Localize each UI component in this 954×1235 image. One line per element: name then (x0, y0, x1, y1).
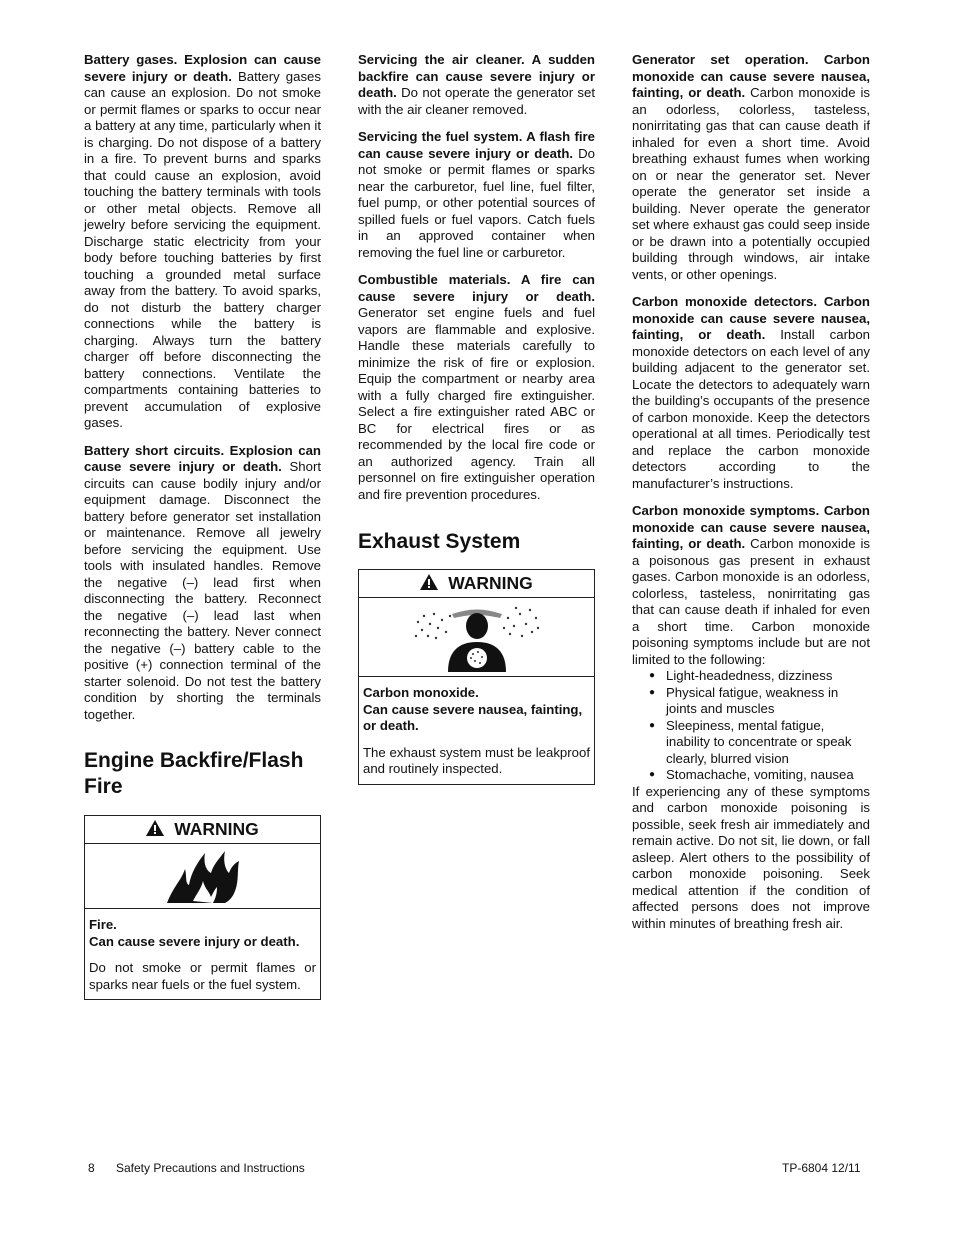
gen-operation-paragraph (632, 52, 870, 283)
co-symptoms-paragraph (632, 503, 870, 668)
gen-operation-lead: Generator set operation. Carbon monoxide can cause severe nausea, fainting, or death. (632, 52, 870, 100)
section-title-backfire: Engine Backfire/Flash Fire (84, 749, 304, 798)
list-item: ● Sleepiness, mental fatigue, inability to concentrate or speak clearly, blurred vision (632, 718, 870, 768)
column-3 (632, 52, 870, 943)
fire-icon (85, 844, 320, 909)
warning-body (359, 677, 594, 784)
column-2 (358, 52, 595, 785)
fuel-system-lead: Servicing the fuel system. A flash fire can cause severe injury or death. (358, 129, 595, 161)
combustible-text: Generator set engine fuels and fuel vapors are flammable and explosive. Handle these materials carefully to minimize the risk of fire or explosion. Equip the compartment or nearby area with a fully charged fire extinguisher. Select a fire extinguisher rated ABC or BC for electrical fires or as recommended by the local fire code or an authorized agency. Train all personnel on fire extinguisher operation and fire prevention procedures. (358, 305, 595, 502)
air-cleaner-paragraph (358, 52, 595, 118)
co-symptoms-text: Carbon monoxide is a poisonous gas present in exhaust gases. Carbon monoxide is an odorless, colorless, tasteless, nonirritating gas that can cause death if inhaled for even a short time. Carbon monoxide poisoning symptoms include but are not limited to the following: (632, 536, 870, 667)
symptom-list (632, 668, 870, 784)
toxic-gas-icon (359, 598, 594, 677)
list-item: ● Physical fatigue, weakness in joints and muscles (632, 685, 870, 718)
combustible-paragraph (358, 272, 595, 503)
air-cleaner-lead: Servicing the air cleaner. A sudden backfire can cause severe injury or death. (358, 52, 595, 100)
footer-doc-id: TP-6804 12/11 (782, 1161, 861, 1175)
footer-section: Safety Precautions and Instructions (116, 1161, 305, 1175)
list-item: ● Light-headedness, dizziness (632, 668, 870, 685)
warning-triangle-icon (420, 574, 438, 593)
gen-operation-text: Carbon monoxide is an odorless, colorless, tasteless, nonirritating gas that can cause death if inhaled for even a short time. Avoid breathing exhaust fumes when working on or near the generator set. Never operate the generator set inside a building. Never operate the generator set where exhaust gas could seep inside or be drawn into a potentially occupied building through windows, air intake vents, or other openings. (632, 85, 870, 282)
warning-label: WARNING (448, 573, 533, 594)
co-detectors-lead: Carbon monoxide detectors. Carbon monoxide can cause severe nausea, fainting, or death. (632, 294, 870, 342)
closing-paragraph: If experiencing any of these symptoms and carbon monoxide poisoning is possible, seek fresh air immediately and remain active. Do not sit, lie down, or fall asleep. Alert others to the possibility of carbon monoxide poisoning. Seek medical attention if the condition of affected persons does not improve within minutes of breathing fresh air. (632, 783, 870, 931)
warning-consequence: Can cause severe injury or death. (89, 933, 300, 949)
warning-hazard-block (89, 917, 316, 950)
warning-hazard: Carbon monoxide. (363, 685, 479, 700)
fuel-system-paragraph (358, 129, 595, 261)
co-detectors-text: Install carbon monoxide detectors on each level of any building adjacent to the generator set. Locate the detectors to adequately warn the building’s occupants of the presence of carbon monoxide. Keep the detectors operational at all times. Periodically test and replace the carbon monoxide detectors according to the manufacturer’s instructions. (632, 327, 870, 491)
warning-hazard: Fire. (89, 917, 117, 932)
battery-gases-lead: Battery gases. Explosion can cause severe injury or death. (84, 52, 321, 84)
column-1 (84, 52, 321, 1000)
co-symptoms-lead: Carbon monoxide symptoms. Carbon monoxide can cause severe nausea, fainting, or death. (632, 503, 870, 551)
fire-warning-box (84, 815, 321, 1000)
page-number: 8 (88, 1161, 95, 1175)
warning-label: WARNING (174, 819, 259, 840)
co-warning-box (358, 569, 595, 785)
co-detectors-paragraph (632, 294, 870, 492)
warning-consequence: Can cause severe nausea, fainting, or death. (363, 701, 583, 733)
warning-header (359, 570, 594, 598)
battery-short-lead: Battery short circuits. Explosion can cause severe injury or death. (84, 442, 321, 474)
combustible-lead: Combustible materials. A fire can cause severe injury or death. (358, 272, 595, 304)
battery-gases-paragraph (84, 52, 321, 432)
warning-header (85, 816, 320, 844)
battery-gases-text: Battery gases can cause an explosion. Do not smoke or permit flames or sparks to occur near a battery at any time, particularly when it is charging. Do not dispose of a battery in a fire. To prevent burns and sparks that could cause an explosion, avoid touching the battery terminals with tools or other metal objects. Remove all jewelry before servicing the equipment. Discharge static electricity from your body before touching batteries by first touching a grounded metal surface away from the battery. To avoid sparks, do not disturb the battery charger connections while the battery is charging. Always turn the battery charger off before disconnecting the battery connections. Ventilate the compartments containing batteries to prevent accumulation of explosive gases. (84, 68, 321, 430)
warning-text: Do not smoke or permit flames or sparks near fuels or the fuel system. (89, 960, 316, 992)
air-cleaner-text: Do not operate the generator set with the air cleaner removed. (358, 85, 595, 117)
warning-body (85, 909, 320, 999)
warning-triangle-icon (146, 820, 164, 839)
warning-hazard-block (363, 685, 590, 735)
fuel-system-text: Do not smoke or permit flames or sparks near the carburetor, fuel line, fuel filter, fuel pump, or other potential sources of spilled fuels or fuel vapors. Catch fuels in an approved container when removing the fuel line or carburetor. (358, 145, 595, 260)
battery-short-paragraph (84, 443, 321, 724)
warning-text: The exhaust system must be leakproof and routinely inspected. (363, 744, 590, 776)
battery-short-text: Short circuits can cause bodily injury and/or equipment damage. Disconnect the battery before generator set installation or maintenance. Remove all jewelry before servicing the equipment. Use tools with insulated handles. Remove the negative (–) lead first when disconnecting the battery. Reconnect the negative (–) lead last when reconnecting the battery. Never connect the negative (–) battery cable to the positive (+) connection terminal of the starter solenoid. Do not test the battery condition by shorting the terminals together. (84, 459, 322, 722)
list-item: ● Stomachache, vomiting, nausea (632, 767, 870, 784)
section-title-exhaust: Exhaust System (358, 530, 521, 553)
